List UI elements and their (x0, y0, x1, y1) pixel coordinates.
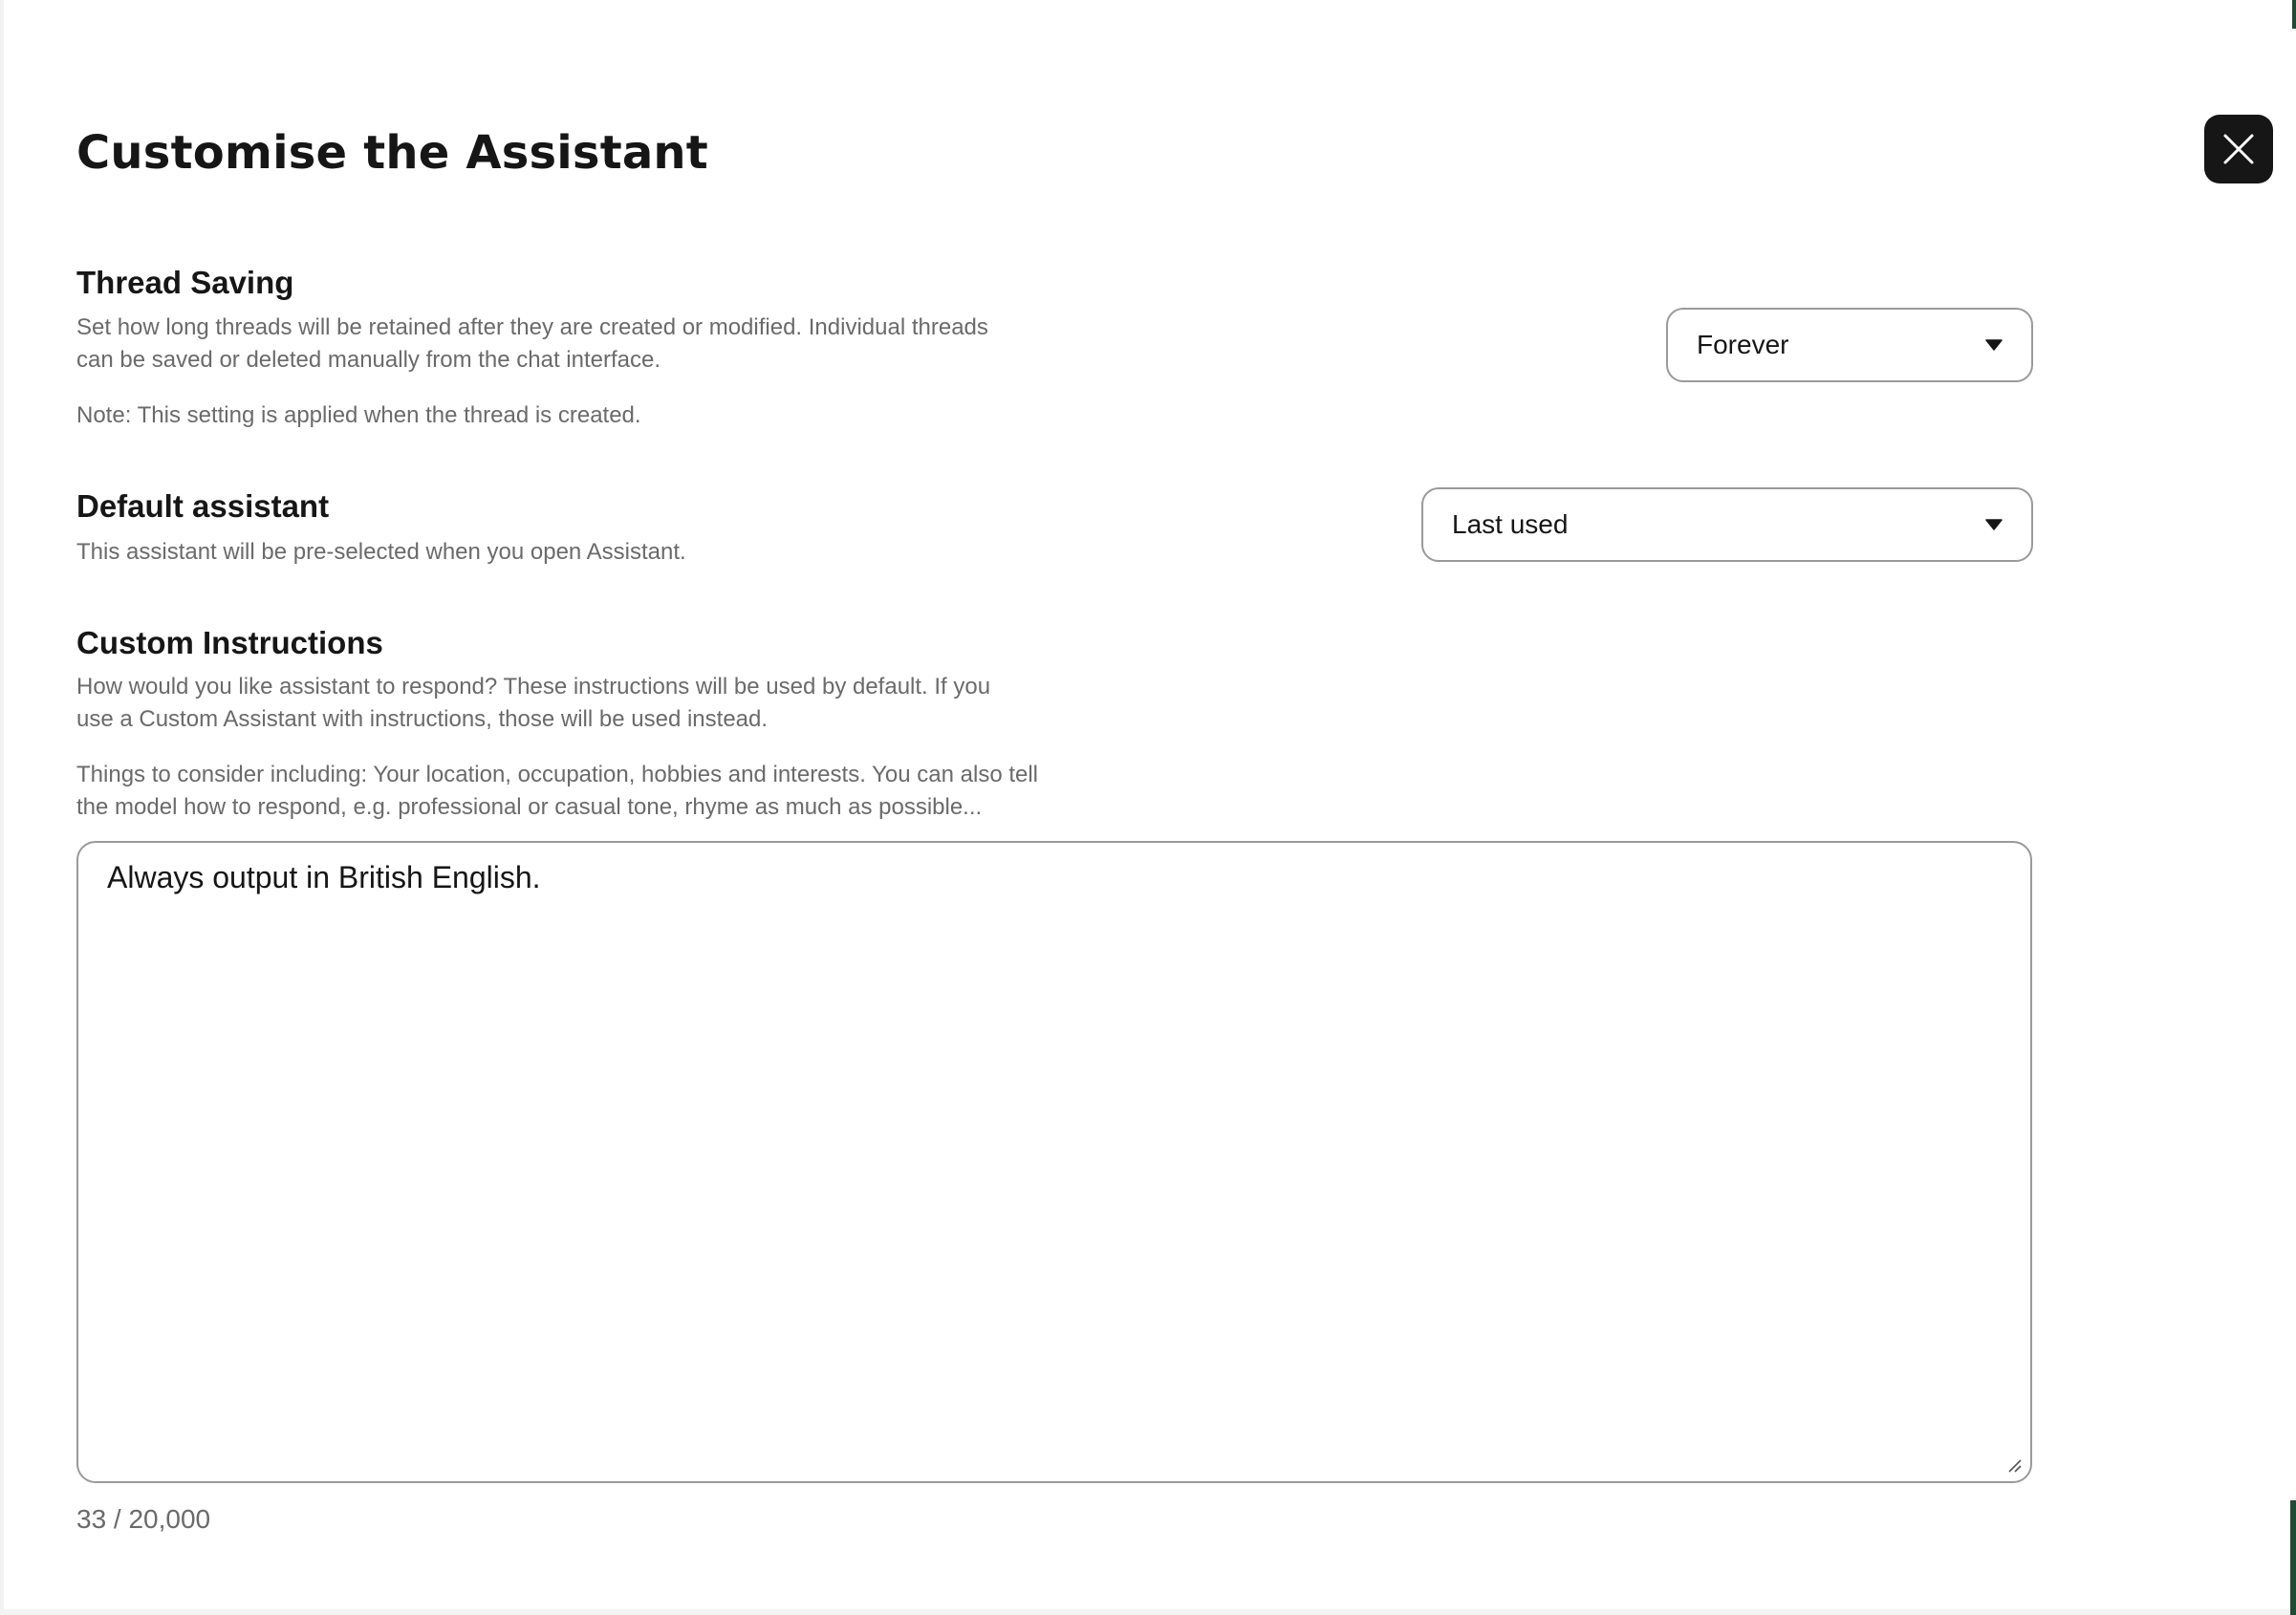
backdrop-corner-bottom-right (2290, 1500, 2296, 1615)
custom-instructions-text[interactable]: Always output in British English. (107, 860, 541, 894)
backdrop-corner-top-right (2292, 0, 2296, 29)
thread-saving-title: Thread Saving (76, 265, 294, 300)
modal-edge-left (0, 0, 4, 1615)
custom-instructions-textarea[interactable] (76, 841, 2032, 1483)
character-counter: 33 / 20,000 (76, 1504, 211, 1534)
modal-edge-bottom (0, 1609, 2296, 1615)
custom-instructions-description: How would you like assistant to respond? These instructions will be used by default. If you use a Custom Assistant with instructions, those will be used instead. (76, 674, 991, 732)
default-assistant-select[interactable] (1421, 487, 2033, 562)
close-icon (2222, 133, 2255, 165)
chevron-down-icon (1985, 519, 2003, 530)
thread-saving-select[interactable] (1666, 308, 2033, 382)
thread-saving-description: Set how long threads will be retained after they are created or modified. Individual threads can be saved or deleted manually from the chat interface. (76, 314, 988, 373)
thread-saving-note: Note: This setting is applied when the thread is created. (76, 402, 641, 428)
resize-handle-icon[interactable] (2005, 1456, 2023, 1474)
modal-title: Customise the Assistant (76, 126, 708, 180)
chevron-down-icon (1985, 339, 2003, 351)
close-button[interactable] (2204, 115, 2273, 183)
thread-saving-select-value: Forever (1697, 330, 1789, 359)
default-assistant-title: Default assistant (76, 488, 330, 524)
custom-instructions-hint: Things to consider including: Your location, occupation, hobbies and interests. You can also tell the model how to respond, e.g. professional or casual tone, rhyme as much as possible... (76, 762, 1039, 820)
default-assistant-select-value: Last used (1452, 509, 1569, 539)
custom-instructions-title: Custom Instructions (76, 625, 383, 660)
default-assistant-description: This assistant will be pre-selected when you open Assistant. (76, 539, 686, 565)
